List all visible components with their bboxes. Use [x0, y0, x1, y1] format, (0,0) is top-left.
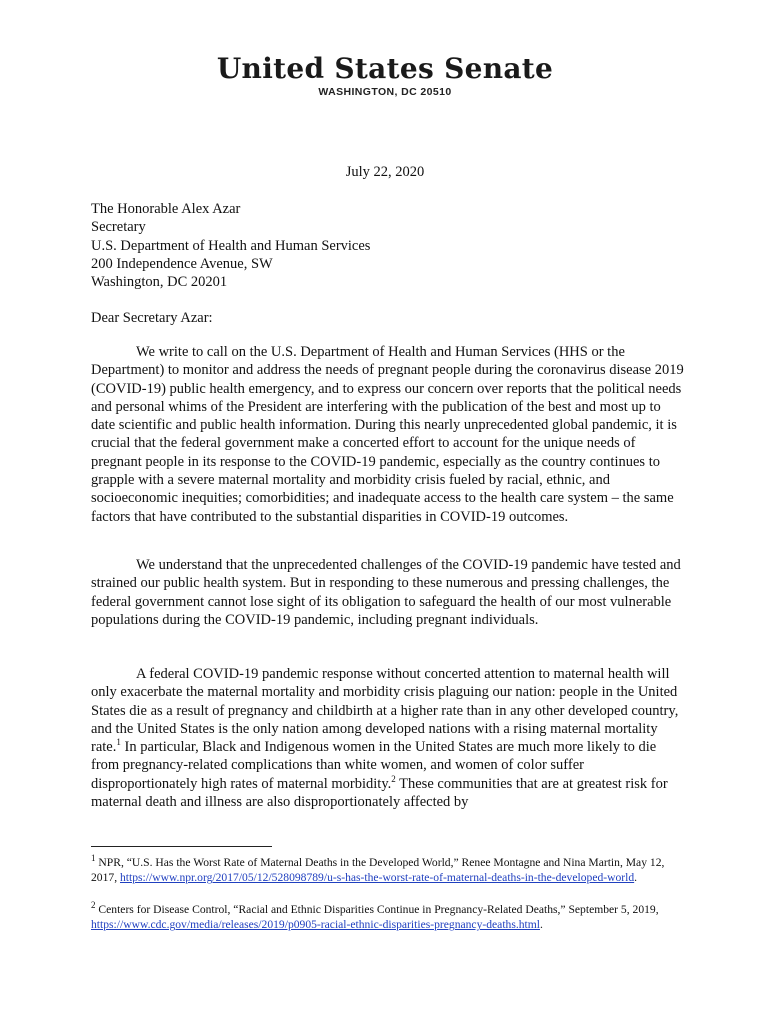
footnote-2-number: 2: [91, 900, 96, 911]
footnote-2: [91, 902, 691, 933]
letterhead: [0, 52, 770, 98]
footnote-2-end: .: [540, 918, 543, 932]
footnote-ref-2[interactable]: 2: [391, 773, 396, 784]
recipient-title: Secretary: [91, 219, 146, 236]
recipient-street: 200 Independence Avenue, SW: [91, 255, 273, 272]
recipient-name: The Honorable Alex Azar: [91, 201, 241, 217]
paragraph-3-text-3: These communities that are at greatest risk for maternal death and illness are also disproportionately affected by: [91, 775, 668, 811]
body-paragraph-1: We write to call on the U.S. Department of Health and Human Services (HHS or the Department) to monitor and address the needs of pregnant people during the coronavirus disease 2019 (COVID-19) public health emergency, and to express our concern over reports that the political needs and personal whims of the President are interfering with the publication of the best and most up to date scientific and public health information. During this nearly unprecedented global pandemic, it is crucial that the federal government make a concerted effort to account for the unique needs of pregnant people in its response to the COVID-19 pandemic, especially as the country continues to grapple with a severe maternal mortality and morbidity crisis fueled by racial, ethnic, and socioeconomic inequities; comorbidities; and inadequate access to the health care system – the same factors that have contributed to the substantial disparities in COVID-19 outcomes.: [91, 344, 684, 525]
paragraph-3-text-1: A federal COVID-19 pandemic response without concerted attention to maternal health will only exacerbate the maternal mortality and morbidity crisis plaguing our nation: people in the United States die as a result of pregnancy and childbirth at a higher rate than in any other developed country, and the United States is the only nation among developed nations with a rising maternal mortality rate.: [91, 666, 679, 756]
footnote-1-end: .: [634, 871, 638, 885]
recipient-address: [91, 200, 685, 291]
footnote-divider: [91, 846, 272, 847]
footnote-1-number: 1: [91, 853, 96, 864]
footnote-1-text: NPR, “U.S. Has the Worst Rate of Maternal Deaths in the Developed World,” Renee Montagne and Nina Martin, May 12, 2017,: [91, 856, 665, 885]
letterhead-title: United States Senate: [216, 52, 554, 85]
letterhead-address: WASHINGTON, DC 20510: [318, 86, 452, 98]
recipient-city: Washington, DC 20201: [91, 274, 228, 291]
footnote-2-link[interactable]: https://www.cdc.gov/media/releases/2019/p0905-racial-ethnic-disparities-pregnancy-deaths.html: [91, 918, 541, 932]
footnote-1-link[interactable]: https://www.npr.org/2017/05/12/528098789/u-s-has-the-worst-rate-of-maternal-deaths-in-the-developed-world: [119, 871, 635, 885]
body-paragraph-3: [91, 665, 685, 811]
footnote-ref-1[interactable]: 1: [116, 737, 121, 748]
body-paragraph-2: We understand that the unprecedented challenges of the COVID-19 pandemic have tested and strained our public health system. But in responding to these numerous and pressing challenges, the federal government cannot lose sight of its obligation to safeguard the health of our most vulnerable populations during the COVID-19 pandemic, including pregnant individuals.: [91, 557, 681, 628]
footnote-2-text: Centers for Disease Control, “Racial and Ethnic Disparities Continue in Pregnancy-Related Deaths,” September 5, 2019,: [95, 903, 659, 916]
recipient-department: U.S. Department of Health and Human Services: [91, 237, 371, 254]
footnote-1: [91, 855, 691, 886]
letter-date: July 22, 2020: [345, 164, 425, 180]
paragraph-3-text-2: In particular, Black and Indigenous women in the United States are much more likely to die from pregnancy-related complications than white women, and women of color suffer disproportionately high rates of maternal morbidity.: [91, 739, 657, 792]
salutation: Dear Secretary Azar:: [91, 310, 213, 326]
